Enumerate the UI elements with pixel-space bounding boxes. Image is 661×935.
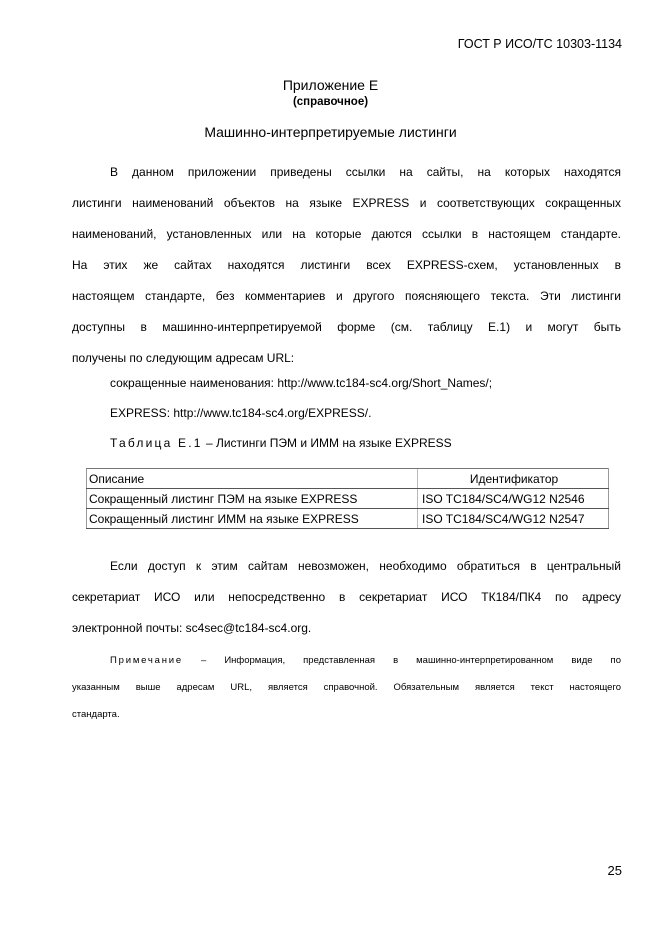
access-paragraph — [72, 551, 621, 644]
table-cell-description: Сокращенный листинг ИММ на языке EXPRESS — [87, 509, 418, 529]
paragraph-line: получены по следующим адресам URL: — [72, 351, 295, 365]
table-cell-description: Сокращенный листинг ПЭМ на языке EXPRESS — [87, 489, 418, 509]
table-cell-identifier: ISO TC184/SC4/WG12 N2546 — [418, 489, 609, 509]
listings-table — [86, 468, 609, 529]
table-row — [87, 509, 609, 529]
intro-paragraph — [72, 157, 621, 374]
paragraph-line: Если доступ к этим сайтам невозможен, необходимо обратиться в центральный — [110, 559, 621, 573]
paragraph-line: настоящем стандарте, без комментариев и другого поясняющего текста. Эти листинги — [72, 289, 621, 303]
table-caption-label: Таблица Е.1 — [110, 436, 203, 450]
paragraph-line: секретариат ИСО или непосредственно в секретариат ИСО ТК184/ПК4 по адресу — [72, 590, 621, 604]
note-line: указанным выше адресам URL, является справочной. Обязательным является текст настоящего — [72, 682, 621, 693]
table-header-row — [87, 469, 609, 489]
note-line — [72, 647, 621, 674]
table-cell-identifier: ISO TC184/SC4/WG12 N2547 — [418, 509, 609, 529]
paragraph-line: На этих же сайтах находятся листинги всех EXPRESS-схем, установленных в — [72, 258, 621, 272]
note-label: Примечание — [110, 655, 183, 666]
appendix-heading: Машинно-интерпретируемые листинги — [204, 124, 457, 140]
paragraph-line: листинги наименований объектов на языке EXPRESS и соответствующих сокращенных — [72, 196, 621, 210]
table-row — [87, 489, 609, 509]
url-short-names: сокращенные наименования: http://www.tc184-sc4.org/Short_Names/; — [110, 376, 493, 390]
appendix-title: Приложение Е — [282, 77, 379, 93]
paragraph-line: доступны в машинно-интерпретируемой форме (см. таблицу Е.1) и могут быть — [72, 320, 621, 334]
table-caption-text: – Листинги ПЭМ и ИММ на языке EXPRESS — [202, 436, 452, 450]
document-id-header: ГОСТ Р ИСО/ТС 10303-1134 — [457, 37, 622, 51]
note-text: Информация, представленная в машинно-интерпретированном виде по — [224, 655, 621, 666]
paragraph-line: В данном приложении приведены ссылки на сайты, на которых находятся — [110, 165, 621, 179]
note-line: стандарта. — [72, 709, 120, 720]
url-express: EXPRESS: http://www.tc184-sc4.org/EXPRESS/. — [110, 406, 372, 420]
column-header-identifier: Идентификатор — [418, 469, 609, 489]
column-header-description: Описание — [87, 469, 418, 489]
appendix-subtitle: (справочное) — [292, 96, 369, 108]
note-dash: – — [183, 655, 225, 666]
note-block — [72, 647, 621, 728]
page-number: 25 — [607, 863, 622, 878]
paragraph-line: электронной почты: sc4sec@tc184-sc4.org. — [72, 621, 312, 635]
table-caption — [110, 436, 452, 450]
paragraph-line: наименований, установленных или на которые даются ссылки в настоящем стандарте. — [72, 227, 621, 241]
